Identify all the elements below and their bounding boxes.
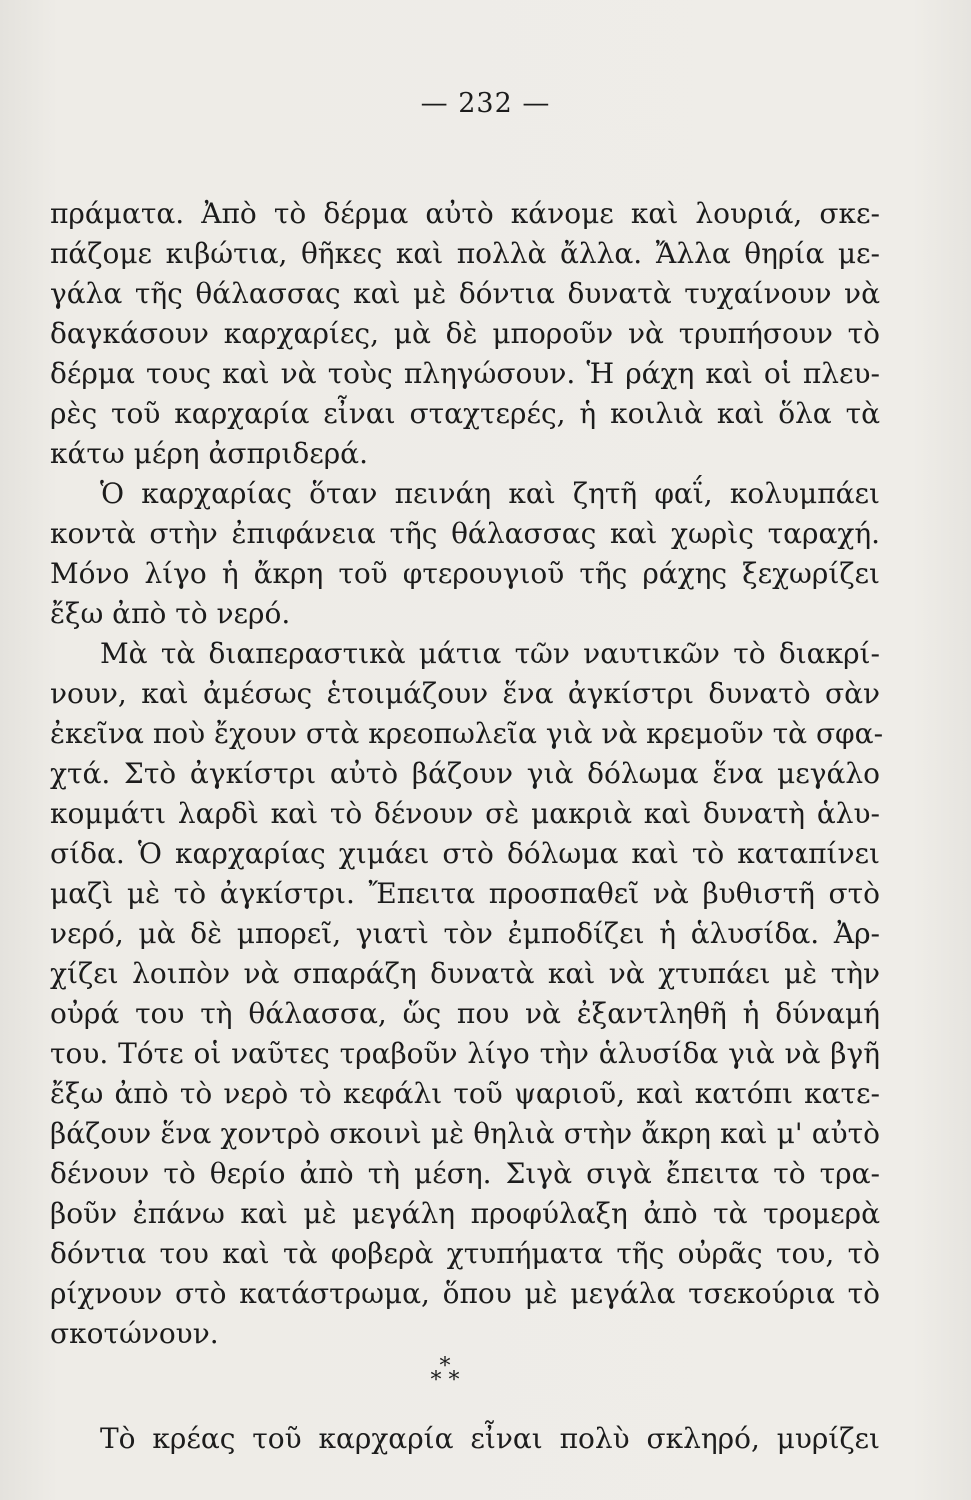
text-line: νερό, μὰ δὲ μπορεῖ, γιατὶ τὸν ἐμποδίζει ἡ ἁλυσίδα. Ἀρ- <box>50 917 880 950</box>
text-line: χίζει λοιπὸν νὰ σπαράζη δυνατὰ καὶ νὰ χτυπάει μὲ τὴν <box>50 957 880 990</box>
text-line: κομμάτι λαρδὶ καὶ τὸ δένουν σὲ μακριὰ καὶ δυνατὴ ἁλυ- <box>50 797 880 830</box>
text-line: βοῦν ἐπάνω καὶ μὲ μεγάλη προφύλαξη ἀπὸ τὰ τρομερὰ <box>50 1197 880 1230</box>
text-line: κάτω μέρη ἀσπριδερά. <box>50 437 368 470</box>
text-line: χτά. Στὸ ἀγκίστρι αὐτὸ βάζουν γιὰ δόλωμα ἕνα μεγάλο <box>50 757 880 790</box>
text-line: Μὰ τὰ διαπεραστικὰ μάτια τῶν ναυτικῶν τὸ διακρί- <box>100 637 880 670</box>
text-line: ἐκεῖνα ποὺ ἔχουν στὰ κρεοπωλεῖα γιὰ νὰ κρεμοῦν τὰ σφα- <box>50 717 884 750</box>
text-line: δαγκάσουν καρχαρίες, μὰ δὲ μποροῦν νὰ τρυπήσουν τὸ <box>50 317 880 350</box>
section-asterism: * * * <box>430 1354 460 1393</box>
text-line: σκοτώνουν. <box>50 1317 219 1350</box>
text-line: σίδα. Ὁ καρχαρίας χιμάει στὸ δόλωμα καὶ τὸ καταπίνει <box>50 837 880 870</box>
text-line: δένουν τὸ θερίο ἀπὸ τὴ μέση. Σιγὰ σιγὰ ἔπειτα τὸ τρα- <box>50 1157 880 1190</box>
page-number: — 232 — <box>420 88 551 119</box>
text-line: οὐρά του τὴ θάλασσα, ὥς που νὰ ἐξαντληθῆ ἡ δύναμή <box>50 997 880 1030</box>
text-line: κοντὰ στὴν ἐπιφάνεια τῆς θάλασσας καὶ χωρὶς ταραχή. <box>50 517 880 550</box>
text-line: νουν, καὶ ἀμέσως ἑτοιμάζουν ἕνα ἀγκίστρι δυνατὸ σὰν <box>50 677 880 710</box>
text-line: ἔξω ἀπὸ τὸ νερὸ τὸ κεφάλι τοῦ ψαριοῦ, καὶ κατόπι κατε- <box>50 1077 880 1110</box>
text-line: ἔξω ἀπὸ τὸ νερό. <box>50 597 291 630</box>
text-line: Τὸ κρέας τοῦ καρχαρία εἶναι πολὺ σκληρό, μυρίζει <box>100 1422 880 1455</box>
text-line: ρίχνουν στὸ κατάστρωμα, ὅπου μὲ μεγάλα τσεκούρια τὸ <box>50 1277 880 1310</box>
text-line: μαζὶ μὲ τὸ ἀγκίστρι. Ἔπειτα προσπαθεῖ νὰ βυθιστῆ στὸ <box>50 877 880 910</box>
text-line: του. Τότε οἱ ναῦτες τραβοῦν λίγο τὴν ἁλυσίδα γιὰ νὰ βγῆ <box>50 1037 880 1070</box>
text-line: πράματα. Ἀπὸ τὸ δέρμα αὐτὸ κάνομε καὶ λουριά, σκε- <box>50 197 880 230</box>
text-line: Ὁ καρχαρίας ὅταν πεινάη καὶ ζητῆ φαΐ, κολυμπάει <box>100 477 880 510</box>
text-line: γάλα τῆς θάλασσας καὶ μὲ δόντια δυνατὰ τυχαίνουν νὰ <box>50 277 880 310</box>
text-line: Μόνο λίγο ἡ ἄκρη τοῦ φτερουγιοῦ τῆς ράχης ξεχωρίζει <box>50 557 880 590</box>
text-line: ρὲς τοῦ καρχαρία εἶναι σταχτερές, ἡ κοιλιὰ καὶ ὅλα τὰ <box>50 397 880 430</box>
text-line: βάζουν ἕνα χοντρὸ σκοινὶ μὲ θηλιὰ στὴν ἄκρη καὶ μ' αὐτὸ <box>50 1117 880 1150</box>
text-line: πάζομε κιβώτια, θῆκες καὶ πολλὰ ἄλλα. Ἄλλα θηρία με- <box>50 237 880 270</box>
text-line: δέρμα τους καὶ νὰ τοὺς πληγώσουν. Ἡ ράχη καὶ οἱ πλευ- <box>50 357 880 390</box>
text-line: δόντια του καὶ τὰ φοβερὰ χτυπήματα τῆς οὐρᾶς του, τὸ <box>50 1237 880 1270</box>
